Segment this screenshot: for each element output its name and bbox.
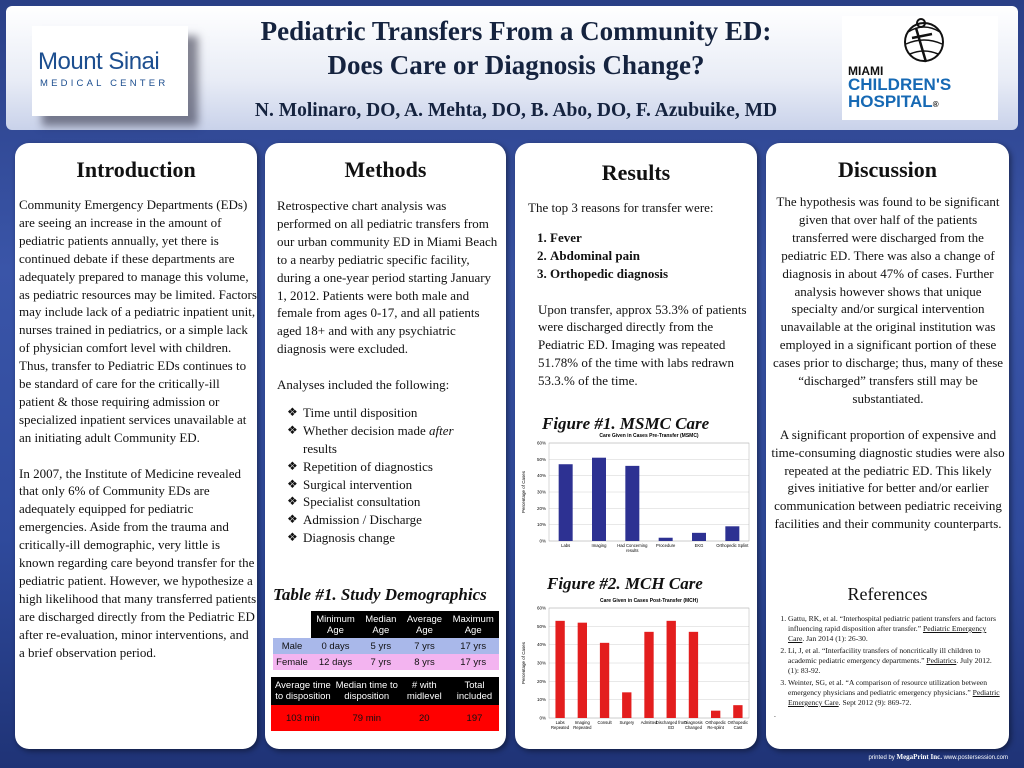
intro-paragraph-1: Community Emergency Departments (EDs) are seeing an increase in the amount of pediatric patients annually, yet there is continued debate if these departments are adequately prepared to manage this volume, as pediatric resources may be limited. Factors may include lack of a pediatric inpatient unit, nurses trained in pediatrics, or a simple lack of physician comfort level with children. Thus, transfer to Pediatric EDs continues to be standard of care for the critically-ill patient & those requiring admission or specialized inpatient services unavailable at an initiating adult Community ED. — [19, 197, 257, 445]
y-tick-label: 60% — [536, 605, 546, 611]
diamond-bullet-icon: ❖ — [287, 458, 298, 473]
y-tick-label: 30% — [536, 489, 546, 495]
table-header-row — [271, 677, 499, 705]
list-item: 1. Fever — [550, 229, 750, 247]
y-tick-label: 20% — [536, 505, 546, 511]
intro-paragraph-2: In 2007, the Institute of Medicine revealed that only 6% of Community EDs are adequately equipped for pediatric emergencies. Aside from the trauma and critically-ill demographic, very little is known regarding care beyond transfer for the pediatric patient. However, we hypothesize a high likelihood that many transferred patients are discharged directly from the Pediatric ED after re-evaluation, minor interventions, and a brief observation period. — [19, 465, 257, 660]
x-tick-label: Orthopedic — [705, 720, 726, 725]
bar — [578, 623, 587, 718]
references-heading: References — [847, 584, 928, 604]
reasons-list — [528, 229, 750, 283]
reference-item: 1. Gattu, RK, et al. “Interhospital pediatric patient transfers and factors influencing rapid disposition after transfer.” Pediatric Emergency Care. Jan 2014 (1): 26-30. — [788, 614, 1004, 644]
poster-title-line1: Pediatric Transfers From a Community ED: — [260, 16, 772, 46]
reference-item: 2. Li, J, et al. “Interfacility transfers of noncritically ill children to academic pediatric emergency departments.” Pediatrics. July 2012. (1): 83-92. — [788, 646, 1004, 676]
introduction-text — [19, 196, 257, 662]
results-panel — [515, 143, 757, 749]
discussion-text — [771, 193, 1005, 533]
poster-authors: N. Molinaro, DO, A. Mehta, DO, B. Abo, DO, F. Azubuike, MD — [254, 100, 778, 121]
column-header: Median Age — [365, 613, 397, 636]
x-tick-label: Procedure — [656, 543, 676, 548]
logo-line2-3 — [848, 76, 951, 113]
figure1-title: Figure #1. MSMC Care — [542, 414, 710, 433]
column-header: Minimum Age — [316, 613, 355, 636]
bar — [692, 533, 706, 541]
y-tick-label: 40% — [536, 473, 546, 479]
poster-title-line2: Does Care or Diagnosis Change? — [327, 50, 705, 80]
results-heading: Results — [601, 160, 671, 185]
chart-title: Care Given in Cases Post-Transfer (MCH) — [599, 598, 699, 604]
results-paragraph-2: Upon transfer, approx 53.3% of patients were discharged directly from the Pediatric ED. Imaging was repeated 51.78% of the time with labs redrawn 53.3.% of the time. — [538, 301, 747, 389]
table-row: Female 12 days 7 yrs 8 yrs 17 yrs — [273, 654, 499, 670]
diamond-bullet-icon: ❖ — [287, 422, 298, 437]
bar — [711, 711, 720, 718]
column-header: Average time to disposition — [275, 680, 331, 702]
bar — [644, 632, 653, 718]
list-item: 3. Orthopedic diagnosis — [550, 265, 750, 283]
bar — [667, 621, 676, 718]
list-item: ❖ Diagnosis change — [287, 530, 396, 546]
list-item: ❖ Admission / Discharge — [287, 512, 422, 528]
diamond-bullet-icon: ❖ — [287, 530, 298, 545]
bar — [600, 643, 609, 718]
y-axis-label: Percentage of Cases — [521, 641, 526, 685]
diamond-bullet-icon: ❖ — [287, 476, 298, 491]
y-tick-label: 60% — [536, 440, 546, 446]
row-label: Male — [281, 640, 303, 652]
list-item: ❖ Specialist consultation — [287, 494, 421, 510]
x-tick-label: Repeated — [573, 725, 592, 730]
reference-item: 3. Weinter, SG, et al. “A comparison of resource utilization between emergency physicians and pediatric emergency physicians.” Pediatric Emergency Care. Sept 2012 (9): 869-72. — [788, 678, 1004, 708]
row-label: Female — [276, 656, 308, 668]
results-paragraph-1: The top 3 reasons for transfer were: — [528, 200, 714, 215]
y-tick-label: 0% — [539, 715, 546, 721]
introduction-panel — [15, 143, 257, 749]
list-item: ❖ Time until disposition — [287, 404, 418, 420]
bar — [555, 621, 564, 718]
discussion-paragraph-2: A significant proportion of expensive and time-consuming diagnostic studies were also repeated at the pediatric ED. This likely gives initiative for better and/or earlier communication between pediatric receiving facilities and their community counterparts. — [771, 426, 1005, 532]
bar — [559, 464, 573, 541]
bar — [689, 632, 698, 718]
discussion-paragraph-1: The hypothesis was found to be significant given that over half of the patients transferred were discharged from the pediatric ED. There was also a change of diagnosis in about 47% of cases. Further analysis however shows that unique specialty and/or surgical intervention unavailable at the original institution was employed in a significant portion of these cases prior to discharge; thus, many of these “discharged” transfers still may be substantiated. — [772, 194, 1004, 406]
x-tick-label: Changed — [684, 725, 702, 730]
mount-sinai-logo — [32, 26, 188, 116]
x-tick-label: Consult — [597, 720, 612, 725]
methods-text — [277, 197, 499, 547]
list-item: ❖ Whether decision made after results — [287, 422, 454, 456]
msmc-care-chart — [515, 429, 757, 565]
bar — [733, 705, 742, 718]
logo-name: Mount Sinai — [38, 48, 160, 75]
logo-line2: CHILDREN'S — [848, 75, 952, 94]
demographics-table — [273, 611, 499, 670]
y-tick-label: 10% — [536, 522, 546, 528]
column-header: Median time to disposition — [335, 680, 398, 702]
miami-childrens-logo — [842, 16, 998, 120]
logo-subtitle: MEDICAL CENTER — [40, 78, 169, 89]
list-item: ❖ Repetition of diagnostics — [287, 458, 433, 474]
registered-mark: ® — [932, 100, 939, 109]
y-tick-label: 50% — [536, 456, 546, 462]
mch-care-chart — [515, 594, 757, 744]
methods-paragraph-1: Retrospective chart analysis was performed on all pediatric transfers from our urban community ED in Miami Beach to a nearby pediatric specific facility, during a one-year period starting January 1, 2012. Patients were both male and female from ages 0-17, and all patients aged 18+ and with any psychiatric diagnosis were excluded. — [277, 198, 498, 357]
diamond-bullet-icon: ❖ — [287, 404, 298, 419]
table-row: Male 0 days 5 yrs 7 yrs 17 yrs — [273, 638, 499, 654]
chart-title: Care Given in Cases Pre-Transfer (MSMC) — [599, 433, 699, 439]
bar — [725, 526, 739, 541]
bar — [592, 458, 606, 541]
bar — [625, 466, 639, 541]
x-tick-label: ED — [668, 725, 675, 730]
list-item: ❖ Surgical intervention — [287, 476, 413, 492]
y-tick-label: 40% — [536, 642, 546, 648]
x-tick-label: Had Concerning — [617, 543, 648, 548]
x-tick-label: Orthopedic Splint — [716, 543, 749, 548]
logo-line3: HOSPITAL — [848, 92, 933, 111]
list-item: 2. Abdominal pain — [550, 247, 750, 265]
x-tick-label: Re-splint — [707, 725, 724, 730]
x-tick-label: Labs — [555, 720, 565, 725]
introduction-heading: Introduction — [76, 157, 196, 182]
bar — [659, 538, 673, 541]
references-list — [772, 614, 1004, 720]
column-header: # with midlevel — [406, 680, 442, 702]
methods-paragraph-2: Analyses included the following: — [277, 377, 450, 393]
x-tick-label: Imaging — [574, 720, 590, 725]
x-tick-label: Orthopedic — [727, 720, 749, 725]
column-header: Maximum Age — [452, 613, 494, 636]
y-tick-label: 10% — [536, 697, 546, 703]
x-tick-label: Discharged from — [655, 720, 687, 725]
table-title: Table #1. Study Demographics — [273, 585, 487, 604]
x-tick-label: results — [626, 548, 639, 553]
discussion-heading: Discussion — [837, 157, 938, 182]
x-tick-label: Imaging — [591, 543, 607, 548]
methods-panel — [265, 143, 506, 749]
y-axis-label: Percentage of Cases — [521, 470, 526, 514]
analyses-list — [287, 404, 499, 547]
results-text — [528, 199, 750, 390]
x-tick-label: Admitted — [640, 720, 658, 725]
diamond-bullet-icon: ❖ — [287, 494, 298, 509]
y-tick-label: 0% — [539, 538, 546, 544]
y-tick-label: 50% — [536, 623, 546, 629]
globe-figure-icon — [902, 18, 946, 66]
logo-line1: MIAMI — [848, 64, 884, 78]
x-tick-label: Diagnosis — [684, 720, 703, 725]
footer-credit: printed by MegaPrint Inc. www.postersession.com — [868, 753, 1008, 761]
x-tick-label: Surgery — [619, 720, 635, 725]
discussion-panel — [766, 143, 1009, 749]
methods-heading: Methods — [344, 157, 427, 182]
x-tick-label: Labs — [561, 543, 571, 548]
printer-name: MegaPrint Inc. — [896, 753, 942, 761]
disposition-table — [271, 677, 499, 731]
x-tick-label: EKG — [694, 543, 704, 548]
y-tick-label: 30% — [536, 660, 546, 666]
references-trailing: . — [774, 710, 776, 719]
x-tick-label: Cast — [733, 725, 743, 730]
table-header-row — [273, 611, 499, 638]
diamond-bullet-icon: ❖ — [287, 512, 298, 527]
figure2-title: Figure #2. MCH Care — [547, 574, 703, 593]
y-tick-label: 20% — [536, 678, 546, 684]
table-row: 103 min 79 min 20 197 — [271, 705, 499, 731]
x-tick-label: Repeated — [551, 725, 570, 730]
column-header: Average Age — [406, 613, 443, 636]
bar — [622, 692, 631, 718]
column-header: Total included — [456, 680, 493, 702]
